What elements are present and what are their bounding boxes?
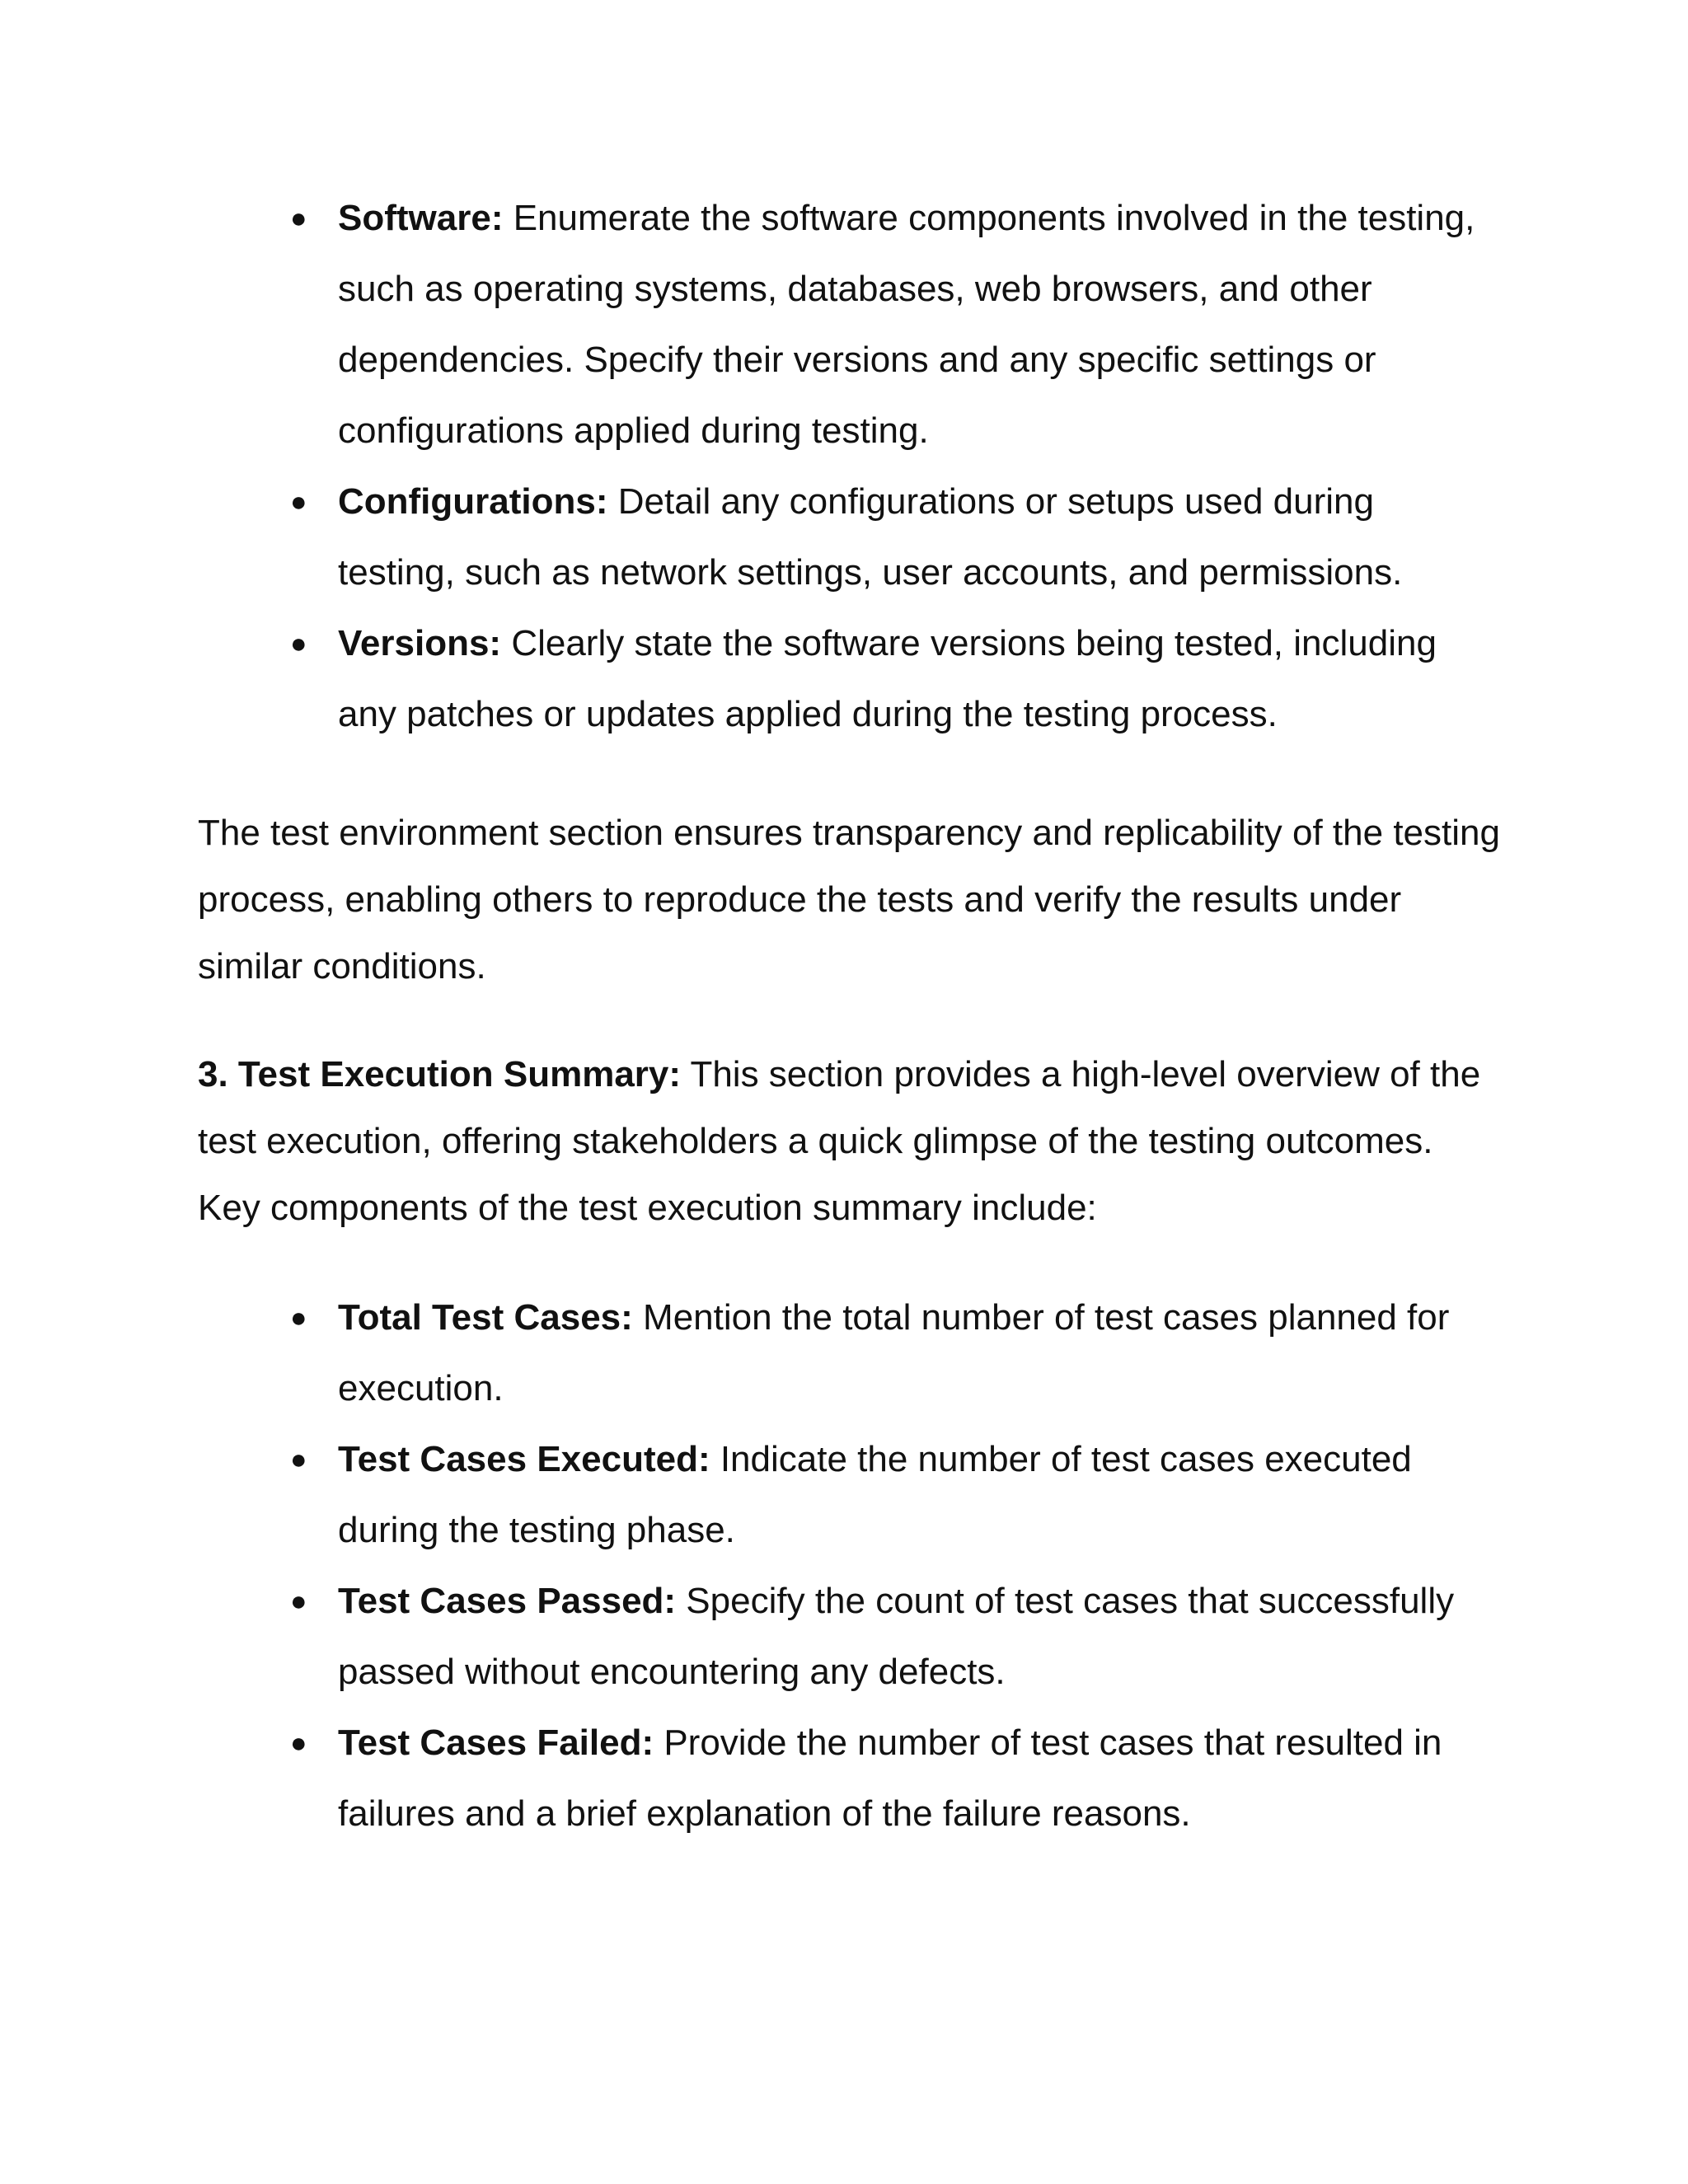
list-item-term: Test Cases Passed:: [338, 1581, 677, 1621]
environment-summary-paragraph: The test environment section ensures transparency and replicability of the testing process, enabling others to reproduce the tests and verify the results under similar conditions.: [198, 813, 1500, 987]
list-item-test-cases-passed: [290, 1566, 1500, 1708]
list-item-test-cases-executed: [290, 1424, 1500, 1566]
bullet-icon: ●: [290, 1444, 307, 1475]
bullet-icon: ●: [290, 203, 307, 234]
list-item-term: Test Cases Failed:: [338, 1722, 654, 1763]
bullet-icon: ●: [290, 486, 307, 518]
list-item-test-cases-failed: [290, 1708, 1500, 1849]
bullet-icon: ●: [290, 1586, 307, 1617]
list-item-total-test-cases: [290, 1282, 1500, 1424]
bullet-icon: ●: [290, 1727, 307, 1759]
list-item-configurations: [290, 466, 1500, 608]
document-content: [198, 183, 1500, 1849]
list-item-text: Mention the total number of test cases planned for execution.: [338, 1297, 1450, 1408]
list-item-software: [290, 183, 1500, 466]
section-3-text: This section provides a high-level overview of the test execution, offering stakeholders a quick glimpse of the testing outcomes. Key components of the test execution summary include:: [198, 1054, 1481, 1228]
execution-summary-list: [198, 1282, 1500, 1849]
list-item-text: Enumerate the software components involved in the testing, such as operating systems, databases, web browsers, and other dependencies. Specify their versions and any specific settings or configurations applied during testing.: [338, 198, 1475, 451]
list-item-text: Detail any configurations or setups used during testing, such as network settings, user accounts, and permissions.: [338, 481, 1403, 593]
bullet-icon: ●: [290, 628, 307, 659]
environment-list: [198, 183, 1500, 750]
list-item-text: Indicate the number of test cases executed during the testing phase.: [338, 1439, 1412, 1550]
list-item-text: Specify the count of test cases that successfully passed without encountering any defects.: [338, 1581, 1455, 1692]
list-item-text: Clearly state the software versions being tested, including any patches or updates applied during the testing process.: [338, 623, 1437, 734]
list-item-versions: [290, 608, 1500, 750]
section-3-heading: 3. Test Execution Summary:: [198, 1054, 682, 1094]
section-3-paragraph: [198, 1041, 1500, 1241]
list-item-text: Provide the number of test cases that resulted in failures and a brief explanation of the failure reasons.: [338, 1722, 1442, 1834]
list-item-term: Software:: [338, 198, 504, 238]
list-item-term: Total Test Cases:: [338, 1297, 633, 1338]
list-item-term: Test Cases Executed:: [338, 1439, 710, 1479]
list-item-term: Configurations:: [338, 481, 608, 522]
list-item-term: Versions:: [338, 623, 502, 663]
bullet-icon: ●: [290, 1302, 307, 1333]
